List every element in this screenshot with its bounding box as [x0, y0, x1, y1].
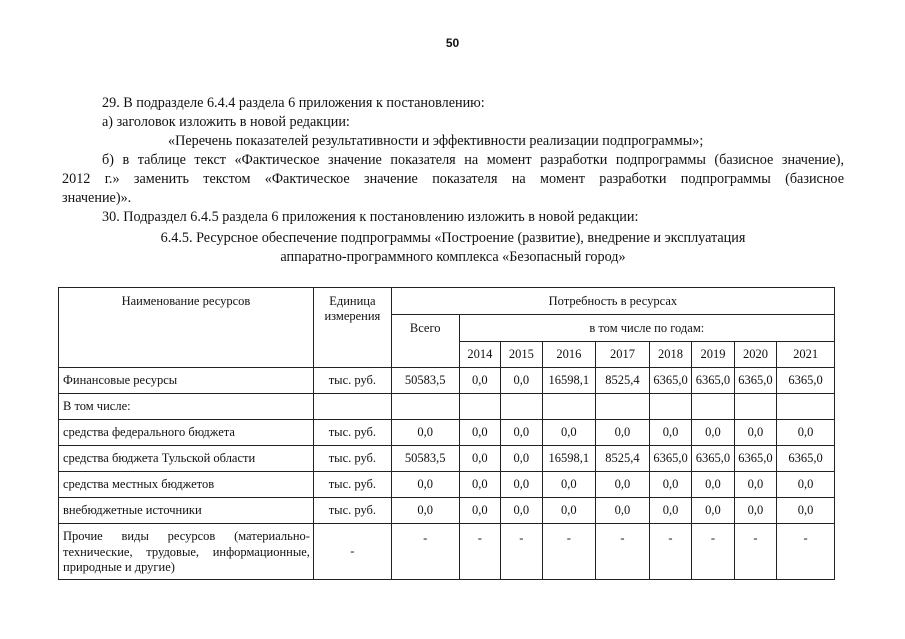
row-value: 0,0 — [777, 420, 835, 446]
row-value: 6365,0 — [649, 446, 691, 472]
row-name: В том числе: — [59, 394, 314, 420]
header-year: 2017 — [596, 342, 650, 368]
row-value: 6365,0 — [777, 446, 835, 472]
row-name: средства местных бюджетов — [59, 472, 314, 498]
row-value: 0,0 — [501, 420, 542, 446]
row-value: 0,0 — [692, 472, 734, 498]
amendment-text — [62, 94, 844, 267]
row-value: 0,0 — [596, 472, 650, 498]
header-year: 2015 — [501, 342, 542, 368]
row-value: 0,0 — [692, 498, 734, 524]
table-row — [59, 446, 835, 472]
row-value — [734, 394, 776, 420]
header-year: 2019 — [692, 342, 734, 368]
row-value: 0,0 — [501, 472, 542, 498]
section-heading-line-2: аппаратно-программного комплекса «Безопасный город» — [280, 249, 626, 265]
row-value — [692, 394, 734, 420]
row-unit: тыс. руб. — [313, 368, 391, 394]
section-heading — [62, 229, 844, 267]
row-name: внебюджетные источники — [59, 498, 314, 524]
table-row — [59, 394, 835, 420]
row-value: 0,0 — [777, 498, 835, 524]
row-value: 0,0 — [501, 498, 542, 524]
row-value: 0,0 — [596, 420, 650, 446]
row-unit: тыс. руб. — [313, 420, 391, 446]
row-value: 0,0 — [596, 498, 650, 524]
row-name: Финансовые ресурсы — [59, 368, 314, 394]
table-row — [59, 524, 835, 580]
row-total: 0,0 — [391, 498, 459, 524]
header-year: 2014 — [459, 342, 500, 368]
row-value: 8525,4 — [596, 368, 650, 394]
row-value — [501, 394, 542, 420]
row-value: 0,0 — [649, 420, 691, 446]
header-by-years: в том числе по годам: — [459, 315, 834, 342]
header-need: Потребность в ресурсах — [391, 288, 834, 315]
row-value: 0,0 — [459, 446, 500, 472]
resources-table — [58, 287, 835, 580]
row-total: - — [391, 524, 459, 580]
row-value: - — [777, 524, 835, 580]
row-value — [542, 394, 596, 420]
table-row — [59, 472, 835, 498]
row-value: 0,0 — [542, 498, 596, 524]
header-year: 2020 — [734, 342, 776, 368]
header-unit: Единица измерения — [313, 288, 391, 368]
header-year: 2016 — [542, 342, 596, 368]
row-total: 50583,5 — [391, 368, 459, 394]
table-header-row — [59, 288, 835, 315]
row-value — [596, 394, 650, 420]
row-value: 6365,0 — [649, 368, 691, 394]
row-total: 0,0 — [391, 420, 459, 446]
row-value: 0,0 — [459, 498, 500, 524]
row-value: 0,0 — [501, 446, 542, 472]
row-value: - — [734, 524, 776, 580]
row-value: 6365,0 — [734, 446, 776, 472]
row-value: 6365,0 — [777, 368, 835, 394]
paragraph-29: 29. В подразделе 6.4.4 раздела 6 приложения к постановлению: — [102, 95, 485, 111]
row-value: 8525,4 — [596, 446, 650, 472]
row-unit: тыс. руб. — [313, 446, 391, 472]
section-heading-line-1: 6.4.5. Ресурсное обеспечение подпрограммы «Построение (развитие), внедрение и эксплуатация — [160, 230, 746, 246]
row-value: - — [692, 524, 734, 580]
paragraph-29a-quote: «Перечень показателей результативности и эффективности реализации подпрограммы»; — [168, 133, 704, 149]
row-value: 6365,0 — [692, 446, 734, 472]
row-value: - — [501, 524, 542, 580]
paragraph-29a: а) заголовок изложить в новой редакции: — [102, 114, 350, 130]
header-year: 2018 — [649, 342, 691, 368]
header-year: 2021 — [777, 342, 835, 368]
row-unit: тыс. руб. — [313, 472, 391, 498]
row-value: - — [542, 524, 596, 580]
row-name: средства бюджета Тульской области — [59, 446, 314, 472]
row-value — [649, 394, 691, 420]
row-total — [391, 394, 459, 420]
row-value: 0,0 — [542, 472, 596, 498]
row-unit: тыс. руб. — [313, 498, 391, 524]
row-value: 0,0 — [734, 420, 776, 446]
row-unit: - — [313, 524, 391, 580]
paragraph-29b-line-2: 2012 г.» заменить текстом «Фактическое значение показателя на момент разработки подпрограммы (базисное — [62, 171, 844, 187]
table-row — [59, 420, 835, 446]
row-value — [777, 394, 835, 420]
row-value: 0,0 — [459, 472, 500, 498]
row-total: 50583,5 — [391, 446, 459, 472]
paragraph-30: 30. Подраздел 6.4.5 раздела 6 приложения к постановлению изложить в новой редакции: — [102, 209, 639, 225]
row-name: Прочие виды ресурсов (материально-технические, трудовые, информационные, природные и другие) — [59, 524, 314, 580]
paragraph-29b-line-3: значение)». — [62, 190, 132, 206]
row-value: 0,0 — [649, 498, 691, 524]
row-value: 0,0 — [777, 472, 835, 498]
row-value: 0,0 — [542, 420, 596, 446]
row-value: - — [596, 524, 650, 580]
row-value: 0,0 — [734, 472, 776, 498]
row-value: 0,0 — [692, 420, 734, 446]
row-value: 16598,1 — [542, 446, 596, 472]
row-value: 6365,0 — [734, 368, 776, 394]
row-value: 0,0 — [459, 368, 500, 394]
paragraph-29b-line-1: б) в таблице текст «Фактическое значение показателя на момент разработки подпрограммы (базисное значение), — [102, 152, 844, 168]
row-total: 0,0 — [391, 472, 459, 498]
row-value — [459, 394, 500, 420]
row-value: 0,0 — [734, 498, 776, 524]
table-row — [59, 498, 835, 524]
row-value: - — [649, 524, 691, 580]
header-total: Всего — [391, 315, 459, 368]
row-value: 0,0 — [649, 472, 691, 498]
row-name: средства федерального бюджета — [59, 420, 314, 446]
row-value: 6365,0 — [692, 368, 734, 394]
row-value: 0,0 — [459, 420, 500, 446]
row-unit — [313, 394, 391, 420]
row-value: - — [459, 524, 500, 580]
header-name: Наименование ресурсов — [59, 288, 314, 368]
table-row — [59, 368, 835, 394]
paragraph-29b — [62, 151, 844, 208]
page-number: 50 — [445, 36, 460, 50]
row-value: 0,0 — [501, 368, 542, 394]
row-value: 16598,1 — [542, 368, 596, 394]
